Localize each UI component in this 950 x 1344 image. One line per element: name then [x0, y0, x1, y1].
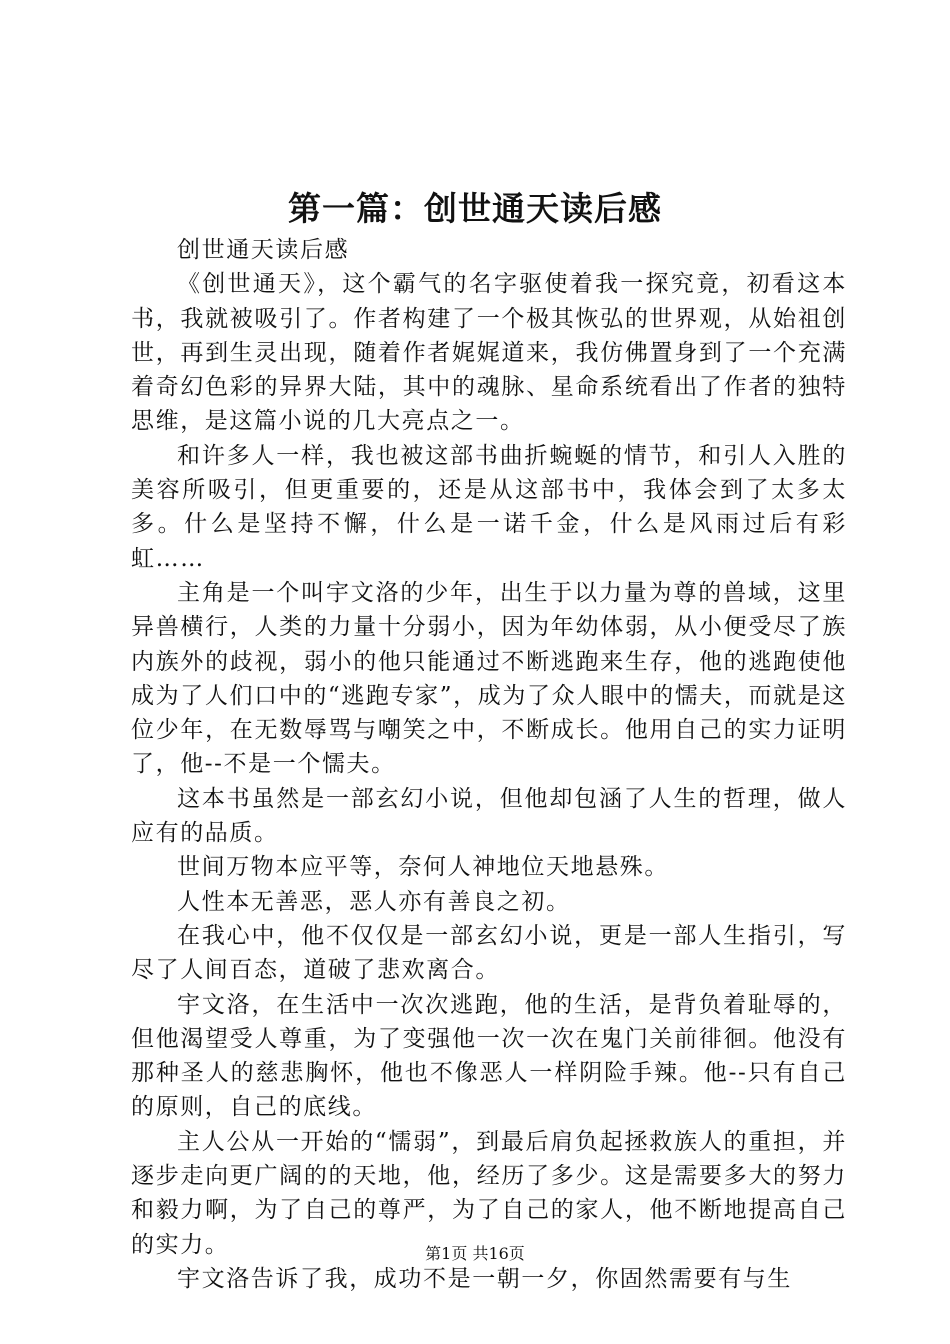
paragraph: 主人公从一开始的“懦弱”，到最后肩负起拯救族人的重担，并逐步走向更广阔的的天地，他，经历了多少。这是需要多大的努力和毅力啊，为了自己的尊严，为了自己的家人，他不断地提高自己的实力。	[131, 1128, 847, 1258]
document-title: 第一篇：创世通天读后感	[288, 189, 662, 228]
document-body	[131, 233, 847, 1296]
paragraph: 世间万物本应平等，奈何人神地位天地悬殊。	[177, 854, 669, 881]
paragraph: 宇文洛，在生活中一次次逃跑，他的生活，是背负着耻辱的，但他渴望受人尊重，为了变强他一次一次在鬼门关前徘徊。他没有那种圣人的慈悲胸怀，他也不像恶人一样阴险手辣。他--只有自己的原则，自己的底线。	[131, 991, 847, 1121]
paragraph: 《创世通天》，这个霸气的名字驱使着我一探究竟，初看这本书，我就被吸引了。作者构建了一个极其恢弘的世界观，从始祖创世，再到生灵出现，随着作者娓娓道来，我仿佛置身到了一个充满着奇幻色彩的异界大陆，其中的魂脉、星命系统看出了作者的独特思维，是这篇小说的几大亮点之一。	[131, 271, 847, 435]
paragraph: 主角是一个叫宇文洛的少年，出生于以力量为尊的兽域，这里异兽横行，人类的力量十分弱小，因为年幼体弱，从小便受尽了族内族外的歧视，弱小的他只能通过不断逃跑来生存，他的逃跑使他成为了人们口中的“逃跑专家”，成为了众人眼中的懦夫，而就是这位少年，在无数辱骂与嘲笑之中，不断成长。他用自己的实力证明了，他--不是一个懦夫。	[131, 579, 847, 778]
page-footer: 第1页 共16页	[425, 1244, 525, 1263]
paragraph: 在我心中，他不仅仅是一部玄幻小说，更是一部人生指引，写尽了人间百态，道破了悲欢离合。	[131, 922, 847, 984]
paragraph: 这本书虽然是一部玄幻小说，但他却包涵了人生的哲理，做人应有的品质。	[131, 785, 847, 847]
paragraph: 宇文洛告诉了我，成功不是一朝一夕，你固然需要有与生	[177, 1265, 792, 1292]
paragraph: 人性本无善恶，恶人亦有善良之初。	[177, 888, 571, 915]
paragraph: 创世通天读后感	[177, 237, 350, 263]
paragraph: 和许多人一样，我也被这部书曲折蜿蜒的情节，和引人入胜的美容所吸引，但更重要的，还是从这部书中，我体会到了太多太多。什么是坚持不懈，什么是一诺千金，什么是风雨过后有彩虹……	[131, 442, 847, 572]
